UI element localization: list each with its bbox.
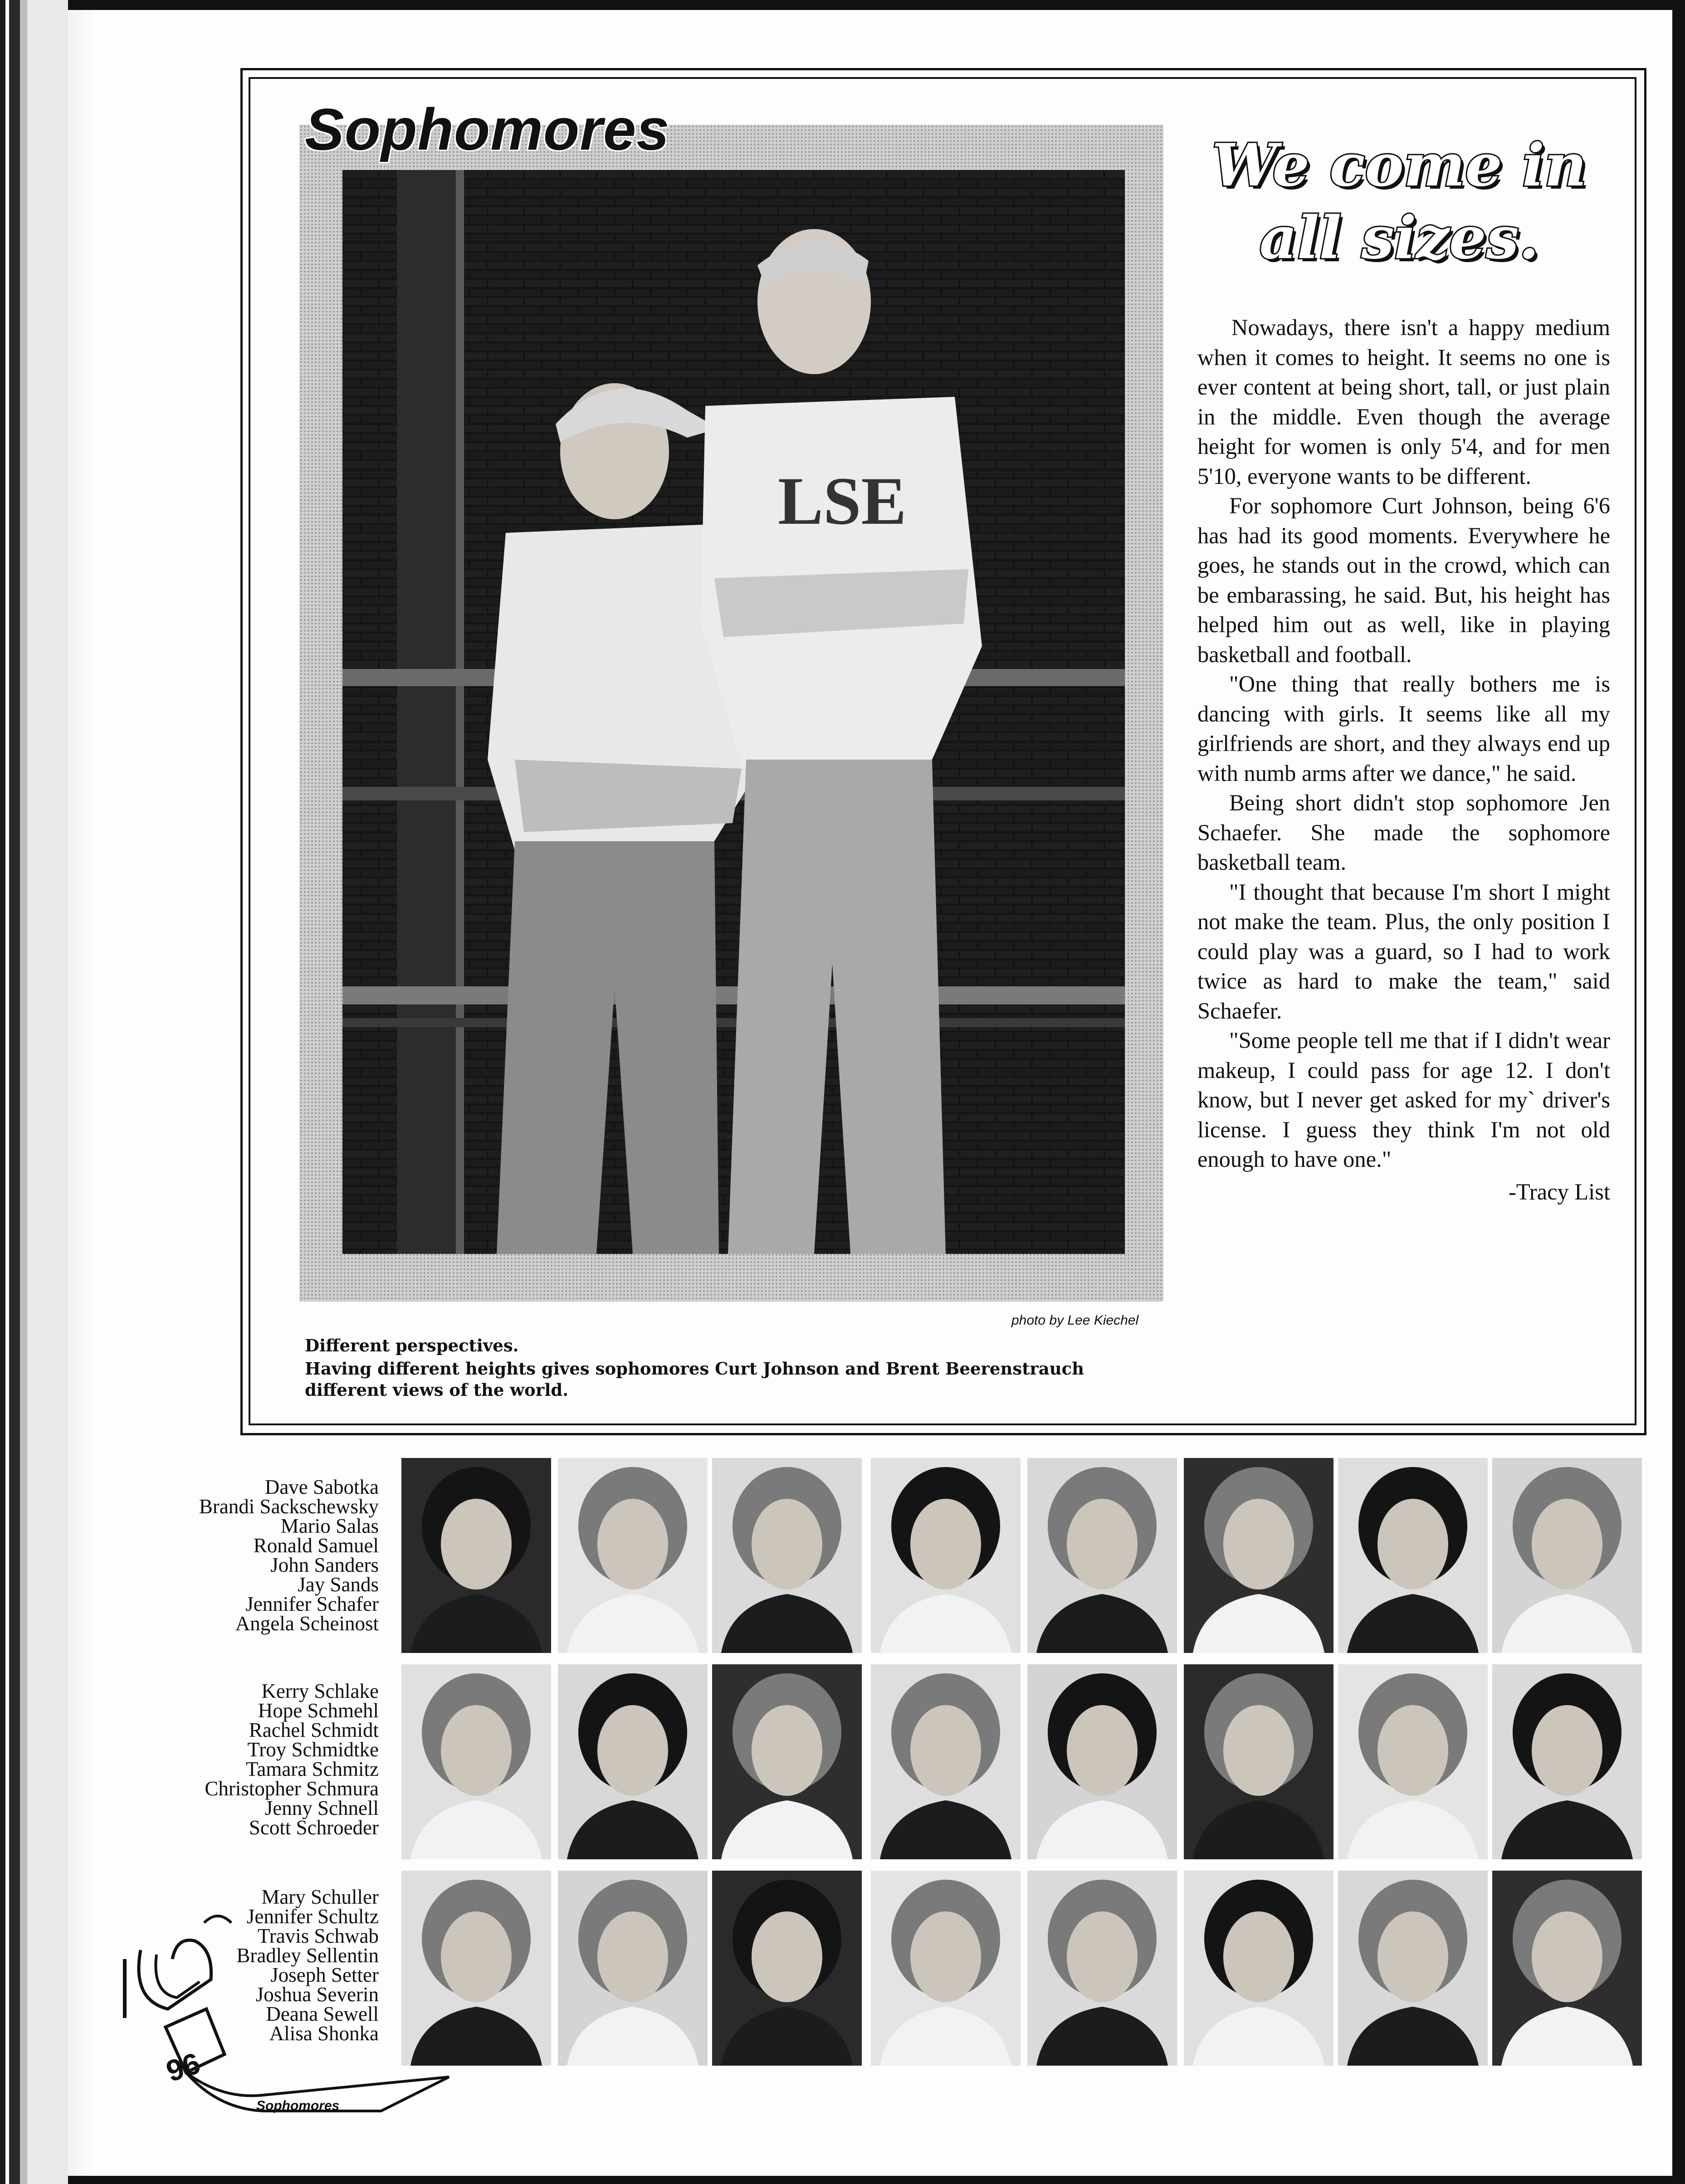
student-name: Tamara Schmitz xyxy=(246,1758,379,1780)
student-name: Hope Schmehl xyxy=(258,1699,379,1722)
student-name: Kerry Schlake xyxy=(261,1680,379,1702)
page-bottom-edge xyxy=(68,2176,1685,2184)
photo-credit: photo by Lee Kiechel xyxy=(1011,1313,1139,1328)
student-portrait xyxy=(871,1871,1021,2066)
student-portrait xyxy=(558,1871,708,2066)
student-name: Angela Scheinost xyxy=(235,1612,379,1635)
feature-photo-drawing xyxy=(342,170,1125,1254)
student-portrait xyxy=(1338,1664,1488,1859)
student-portrait xyxy=(871,1458,1021,1653)
student-portrait xyxy=(1184,1871,1333,2066)
page-top-edge xyxy=(68,0,1685,10)
student-portrait xyxy=(1027,1871,1177,2066)
student-portrait xyxy=(558,1664,708,1859)
caption-title: Different perspectives. xyxy=(305,1336,519,1355)
student-portrait xyxy=(558,1458,708,1653)
headline-line-1: We come in xyxy=(1212,132,1587,200)
student-name: Jay Sands xyxy=(298,1573,379,1596)
student-portrait xyxy=(712,1871,862,2066)
article-byline: -Tracy List xyxy=(1509,1179,1610,1204)
student-name: Jenny Schnell xyxy=(264,1797,379,1819)
student-portrait xyxy=(1492,1871,1642,2066)
student-name: Christopher Schmura xyxy=(205,1777,379,1800)
caption-text: Having different heights gives sophomores Curt Johnson and Brent Beerenstrauch different views of the world. xyxy=(305,1359,1084,1400)
section-title: Sophomores xyxy=(305,96,670,162)
student-name: Bradley Sellentin xyxy=(236,1944,379,1967)
feature-photo xyxy=(342,170,1125,1254)
student-name: Rachel Schmidt xyxy=(249,1719,379,1741)
name-list-row-2 xyxy=(61,1682,379,1838)
student-name: Scott Schroeder xyxy=(249,1816,379,1839)
student-portrait xyxy=(401,1458,551,1653)
student-name: Troy Schmidtke xyxy=(247,1738,379,1761)
student-portrait xyxy=(871,1664,1021,1859)
shirt-text: LSE xyxy=(778,463,907,539)
headline-line-2: all sizes. xyxy=(1259,204,1539,272)
article-paragraph: "I thought that because I'm short I might not make the team. Plus, the only position I could play was a guard, so I had to work twice as hard to make the team," said Schaefer. xyxy=(1197,879,1610,1024)
student-portrait xyxy=(1492,1664,1642,1859)
student-name: Ronald Samuel xyxy=(253,1534,379,1557)
student-portrait xyxy=(1492,1458,1642,1653)
student-name: Alisa Shonka xyxy=(269,2022,379,2045)
article-paragraph: For sophomore Curt Johnson, being 6'6 has had its good moments. Everywhere he goes, he stands out in the crowd, which can be embarassing, he said. But, his height has helped him out as well, like in playing basketball and football. xyxy=(1197,493,1610,667)
student-name: Joshua Severin xyxy=(255,1983,379,2006)
student-name: Jennifer Schultz xyxy=(246,1905,379,1928)
article-paragraph: "Some people tell me that if I didn't wear makeup, I could pass for age 12. I don't know, but I never get asked for my` driver's license. I guess they think I'm not old enough to have one." xyxy=(1197,1028,1610,1172)
student-portrait xyxy=(1184,1664,1333,1859)
page-number: 96 xyxy=(162,2046,205,2088)
student-portrait xyxy=(1184,1458,1333,1653)
student-name: Jennifer Schafer xyxy=(245,1593,379,1615)
student-portrait xyxy=(712,1664,862,1859)
student-name: Travis Schwab xyxy=(257,1925,379,1947)
page-tab-graphic xyxy=(113,1882,467,2118)
article-paragraph: Being short didn't stop sophomore Jen Schaefer. She made the sophomore basketball team. xyxy=(1197,790,1610,875)
article-body xyxy=(1197,313,1610,1207)
student-name: John Sanders xyxy=(270,1554,379,1576)
student-name: Mario Salas xyxy=(280,1515,379,1537)
page-right-edge xyxy=(1672,0,1685,2184)
book-binding xyxy=(0,0,68,2184)
student-portrait xyxy=(401,1664,551,1859)
name-list-row-1 xyxy=(61,1477,379,1633)
student-name: Deana Sewell xyxy=(266,2003,379,2025)
student-name: Dave Sabotka xyxy=(264,1476,379,1498)
page-gutter-shadow xyxy=(68,0,95,2184)
article-paragraph: "One thing that really bothers me is dancing with girls. It seems like all my girlfriends are short, and they always end up with numb arms after we dance," he said. xyxy=(1197,671,1610,786)
student-portrait xyxy=(1338,1871,1488,2066)
student-portrait xyxy=(1338,1458,1488,1653)
student-portrait xyxy=(1027,1458,1177,1653)
footer-section-label: Sophomores xyxy=(256,2098,340,2113)
student-name: Mary Schuller xyxy=(261,1886,379,1908)
student-name: Joseph Setter xyxy=(270,1964,379,1986)
student-portrait xyxy=(1027,1664,1177,1859)
student-portrait xyxy=(712,1458,862,1653)
article-headline xyxy=(1179,129,1619,274)
student-name: Brandi Sackschewsky xyxy=(199,1495,379,1518)
article-paragraph: Nowadays, there isn't a happy medium when it comes to height. It seems no one is ever content at being short, tall, or just plain in the middle. Even though the average height for women is only 5'4, and for men 5'10, everyone wants to be different. xyxy=(1197,315,1610,489)
